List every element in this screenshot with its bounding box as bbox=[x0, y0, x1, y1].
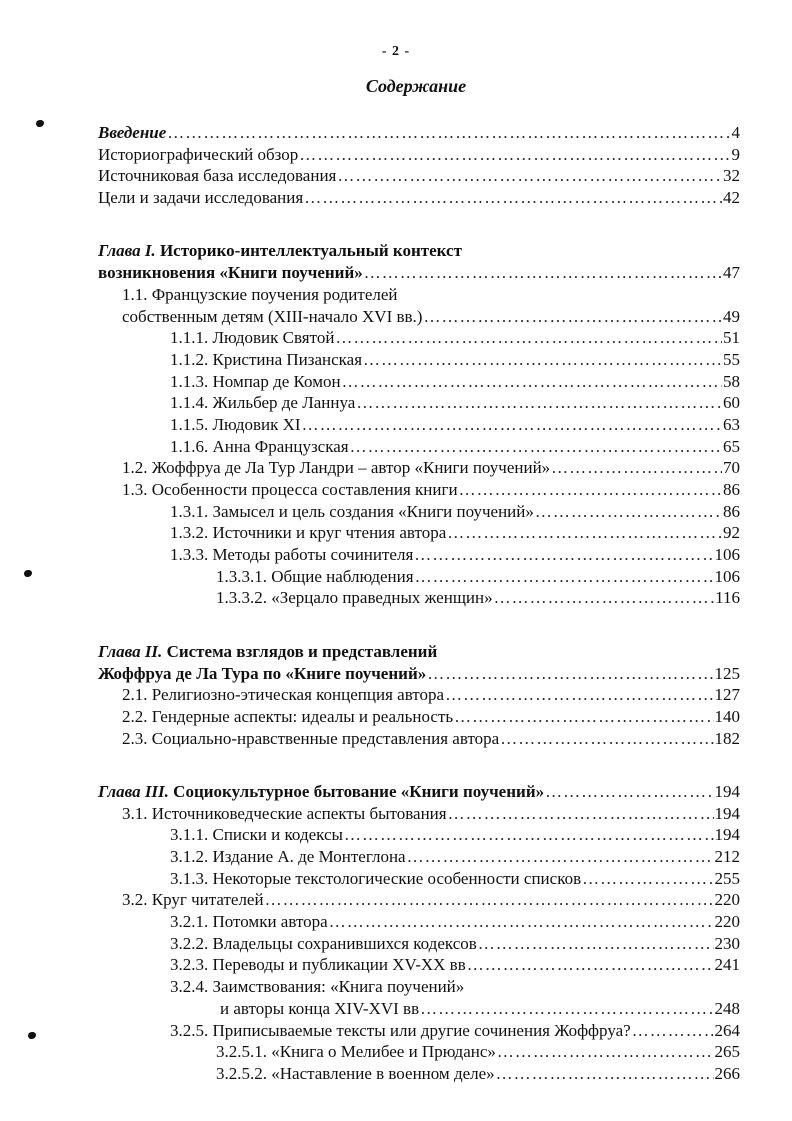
scan-mark bbox=[24, 570, 32, 577]
toc-entry-label: 3.1.3. Некоторые текстологические особенности списков bbox=[170, 868, 582, 888]
dot-leader bbox=[535, 501, 722, 523]
dot-leader bbox=[356, 392, 722, 414]
toc-entry-page: 266 bbox=[714, 1063, 740, 1083]
chapter-prefix: Глава III. bbox=[98, 781, 169, 801]
toc-entry-3-2-4-cont[interactable] bbox=[98, 998, 740, 1020]
toc-entry-page: 241 bbox=[714, 955, 740, 975]
toc-entry-2-1[interactable] bbox=[98, 684, 740, 706]
toc-entry-1-3-3[interactable] bbox=[98, 544, 740, 566]
dot-leader bbox=[478, 933, 714, 955]
toc-entry-label: 1.1.2. Кристина Пизанская bbox=[170, 349, 363, 369]
toc-entry-page: 140 bbox=[714, 706, 740, 726]
toc-entry-page: 58 bbox=[723, 371, 740, 391]
toc-entry-page: 194 bbox=[714, 781, 740, 801]
dot-leader bbox=[414, 544, 713, 566]
toc-entry-page: 182 bbox=[714, 728, 740, 748]
dot-leader bbox=[497, 1041, 714, 1063]
toc-entry-page: 63 bbox=[723, 414, 740, 434]
toc-entry-1-1-5[interactable] bbox=[98, 414, 740, 436]
dot-leader bbox=[427, 663, 713, 685]
dot-leader bbox=[459, 479, 722, 501]
toc-entry-label: 1.1.6. Анна Французская bbox=[170, 436, 349, 456]
toc-entry-page: 230 bbox=[714, 933, 740, 953]
toc-entry-label: 1.1.5. Людовик XI bbox=[170, 414, 301, 434]
dot-leader bbox=[329, 911, 714, 933]
chapter-prefix: Глава I. bbox=[98, 241, 156, 261]
toc-entry-label: 3.2.1. Потомки автора bbox=[170, 912, 328, 932]
toc-entry-sources[interactable] bbox=[98, 165, 740, 187]
toc-entry-label: Цели и задачи исследования bbox=[98, 188, 304, 208]
toc-entry-page: 42 bbox=[723, 188, 740, 208]
chapter-2-heading[interactable] bbox=[98, 641, 740, 663]
toc-entry-label: 1.1.4. Жильбер де Ланнуа bbox=[170, 393, 356, 413]
chapter-title: возникновения «Книги поучений» bbox=[98, 263, 363, 283]
toc-entry-3-2[interactable] bbox=[98, 889, 740, 911]
toc-entry-1-3-1[interactable] bbox=[98, 501, 740, 523]
toc-entry-page: 127 bbox=[714, 685, 740, 705]
toc-entry-label: 3.2.5.2. «Наставление в военном деле» bbox=[216, 1063, 495, 1083]
toc-entry-page: 255 bbox=[714, 868, 740, 888]
toc-entry-1-1-1[interactable] bbox=[98, 327, 740, 349]
toc-entry-label: 1.3. Особенности процесса составления книги bbox=[122, 480, 458, 499]
toc-entry-label: и авторы конца XIV-XVI вв bbox=[220, 998, 420, 1018]
dot-leader bbox=[304, 187, 722, 209]
toc-entry-page: 116 bbox=[715, 588, 740, 608]
toc-entry-3-2-4[interactable] bbox=[98, 976, 740, 998]
dot-leader bbox=[364, 262, 722, 284]
toc-entry-1-1[interactable] bbox=[98, 284, 740, 306]
scan-mark bbox=[28, 1032, 36, 1039]
toc-entry-page: 125 bbox=[714, 663, 740, 683]
toc-entry-goals[interactable] bbox=[98, 187, 740, 209]
toc-entry-page: 220 bbox=[714, 890, 740, 910]
toc-entry-label: 1.1.1. Людовик Святой bbox=[170, 328, 335, 348]
dot-leader bbox=[344, 824, 714, 846]
toc-entry-1-3-2[interactable] bbox=[98, 522, 740, 544]
toc-entry-page: 92 bbox=[723, 523, 740, 543]
dot-leader bbox=[265, 889, 714, 911]
toc-entry-label: 3.2.2. Владельцы сохранившихся кодексов bbox=[170, 933, 477, 953]
toc-entry-historiography[interactable] bbox=[98, 144, 740, 166]
scan-mark bbox=[36, 120, 44, 127]
dot-leader bbox=[302, 414, 722, 436]
toc-entry-1-2[interactable] bbox=[98, 457, 740, 479]
toc-entry-1-1-2[interactable] bbox=[98, 349, 740, 371]
toc-entry-label: 3.1.2. Издание А. де Монтеглона bbox=[170, 847, 406, 866]
dot-leader bbox=[423, 306, 722, 328]
toc-title: Содержание bbox=[365, 76, 467, 96]
page-number: - 2 - bbox=[381, 44, 411, 59]
dot-leader bbox=[448, 803, 714, 825]
toc-entry-page: 106 bbox=[714, 545, 740, 565]
chapter-prefix: Глава II. bbox=[98, 641, 163, 661]
dot-leader bbox=[337, 165, 722, 187]
toc-entry-page: 4 bbox=[731, 123, 740, 142]
toc-entry-page: 55 bbox=[723, 349, 740, 369]
dot-leader bbox=[407, 846, 714, 868]
dot-leader bbox=[299, 144, 730, 166]
toc-entry-1-1-cont[interactable] bbox=[98, 306, 740, 328]
toc-entry-1-1-6[interactable] bbox=[98, 436, 740, 458]
dot-leader bbox=[545, 781, 713, 803]
toc-entry-label: 2.3. Социально-нравственные представления автора bbox=[122, 728, 500, 748]
toc-entry-3-1[interactable] bbox=[98, 803, 740, 825]
toc-entry-page: 65 bbox=[723, 436, 740, 456]
toc-entry-1-3-3-2[interactable] bbox=[98, 587, 740, 609]
toc-entry-label: 3.2.3. Переводы и публикации XV-XX вв bbox=[170, 955, 466, 975]
toc-entry-3-1-1[interactable] bbox=[98, 824, 740, 846]
toc-entry-label: Введение bbox=[98, 123, 167, 142]
toc-entry-1-3[interactable] bbox=[98, 479, 740, 501]
toc-entry-label: 1.3.3.2. «Зерцало праведных женщин» bbox=[216, 588, 493, 608]
toc-entry-label: 2.2. Гендерные аспекты: идеалы и реальность bbox=[122, 706, 454, 726]
dot-leader bbox=[335, 327, 722, 349]
chapter-title: Социокультурное бытование «Книги поучений» bbox=[168, 781, 545, 801]
dot-leader bbox=[500, 728, 713, 750]
toc-entry-label: 3.1.1. Списки и кодексы bbox=[170, 825, 343, 845]
toc-entry-label: 1.2. Жоффруа де Ла Тур Ландри – автор «Книги поучений» bbox=[122, 458, 551, 478]
dot-leader bbox=[363, 349, 722, 371]
dot-leader bbox=[420, 998, 713, 1020]
toc-entry-page: 9 bbox=[731, 144, 740, 164]
dot-leader bbox=[496, 1063, 714, 1085]
toc-entry-3-2-3[interactable] bbox=[98, 954, 740, 976]
toc-entry-1-3-3-1[interactable] bbox=[98, 566, 740, 588]
toc-entry-label: 3.2.5.1. «Книга о Мелибее и Прюданс» bbox=[216, 1042, 496, 1062]
toc-entry-page: 194 bbox=[714, 803, 740, 823]
toc-entry-3-2-2[interactable] bbox=[98, 933, 740, 955]
toc-entry-page: 194 bbox=[714, 825, 740, 845]
dot-leader bbox=[342, 371, 722, 393]
dot-leader bbox=[445, 684, 713, 706]
toc-entry-page: 47 bbox=[723, 263, 740, 283]
toc-entry-3-2-5-2[interactable] bbox=[98, 1063, 740, 1085]
toc-entry-page: 49 bbox=[723, 306, 740, 326]
toc-entry-page: 220 bbox=[714, 912, 740, 932]
chapter-3-heading[interactable] bbox=[98, 781, 740, 803]
toc-entry-page: 60 bbox=[723, 393, 740, 413]
toc-entry-page: 86 bbox=[723, 480, 740, 499]
dot-leader bbox=[167, 122, 730, 144]
toc-entry-page: 264 bbox=[714, 1020, 740, 1040]
chapter-title: Жоффруа де Ла Тура по «Книге поучений» bbox=[98, 663, 427, 683]
table-of-contents bbox=[98, 122, 740, 1085]
chapter-2-heading-cont[interactable] bbox=[98, 663, 740, 685]
toc-entry-label: Историографический обзор bbox=[98, 144, 299, 164]
toc-entry-label: 3.2.5. Приписываемые тексты или другие сочинения Жоффруа? bbox=[170, 1020, 631, 1040]
toc-entry-label: 1.1.3. Номпар де Комон bbox=[170, 371, 341, 391]
toc-entry-page: 51 bbox=[723, 328, 740, 348]
chapter-1-heading-cont[interactable] bbox=[98, 262, 740, 284]
toc-entry-label: 2.1. Религиозно-этическая концепция автора bbox=[122, 685, 445, 705]
toc-entry-3-2-1[interactable] bbox=[98, 911, 740, 933]
dot-leader bbox=[467, 954, 714, 976]
toc-entry-label: 3.1. Источниковедческие аспекты бытования bbox=[122, 803, 447, 823]
toc-entry-page: 265 bbox=[714, 1042, 740, 1062]
toc-entry-1-1-4[interactable] bbox=[98, 392, 740, 414]
toc-entry-3-2-5[interactable] bbox=[98, 1020, 740, 1042]
toc-entry-label: 1.3.1. Замысел и цель создания «Книги поучений» bbox=[170, 501, 534, 521]
chapter-title: Историко-интеллектуальный контекст bbox=[155, 241, 462, 261]
toc-entry-label: 1.1. Французские поучения родителей bbox=[122, 284, 398, 304]
dot-leader bbox=[447, 522, 722, 544]
toc-entry-label: 1.3.3.1. Общие наблюдения bbox=[216, 566, 414, 586]
chapter-1-heading[interactable] bbox=[98, 240, 740, 262]
toc-entry-label: собственным детям (XIII-начало XVI вв.) bbox=[122, 306, 423, 326]
toc-entry-3-1-3[interactable] bbox=[98, 868, 740, 890]
toc-entry-page: 86 bbox=[723, 501, 740, 521]
toc-entry-label: 3.2.4. Заимствования: «Книга поучений» bbox=[170, 977, 465, 997]
toc-entry-label: 3.2. Круг читателей bbox=[122, 890, 264, 910]
dot-leader bbox=[494, 587, 715, 609]
dot-leader bbox=[582, 868, 713, 890]
toc-entry-intro[interactable] bbox=[98, 122, 740, 144]
toc-entry-label: Источниковая база исследования bbox=[98, 166, 337, 186]
toc-entry-2-2[interactable] bbox=[98, 706, 740, 728]
toc-entry-page: 106 bbox=[714, 566, 740, 586]
toc-entry-page: 212 bbox=[714, 847, 740, 866]
chapter-title: Система взглядов и представлений bbox=[162, 641, 438, 661]
toc-entry-label: 1.3.2. Источники и круг чтения автора bbox=[170, 523, 447, 543]
dot-leader bbox=[415, 566, 714, 588]
toc-entry-label: 1.3.3. Методы работы сочинителя bbox=[170, 545, 414, 565]
toc-entry-page: 70 bbox=[723, 458, 740, 478]
dot-leader bbox=[551, 457, 722, 479]
toc-entry-2-3[interactable] bbox=[98, 728, 740, 750]
toc-entry-page: 248 bbox=[714, 998, 740, 1018]
toc-entry-3-2-5-1[interactable] bbox=[98, 1041, 740, 1063]
toc-entry-1-1-3[interactable] bbox=[98, 371, 740, 393]
dot-leader bbox=[632, 1020, 714, 1042]
dot-leader bbox=[454, 706, 713, 728]
dot-leader bbox=[350, 436, 722, 458]
toc-entry-page: 32 bbox=[723, 166, 740, 186]
toc-entry-3-1-2[interactable] bbox=[98, 846, 740, 868]
